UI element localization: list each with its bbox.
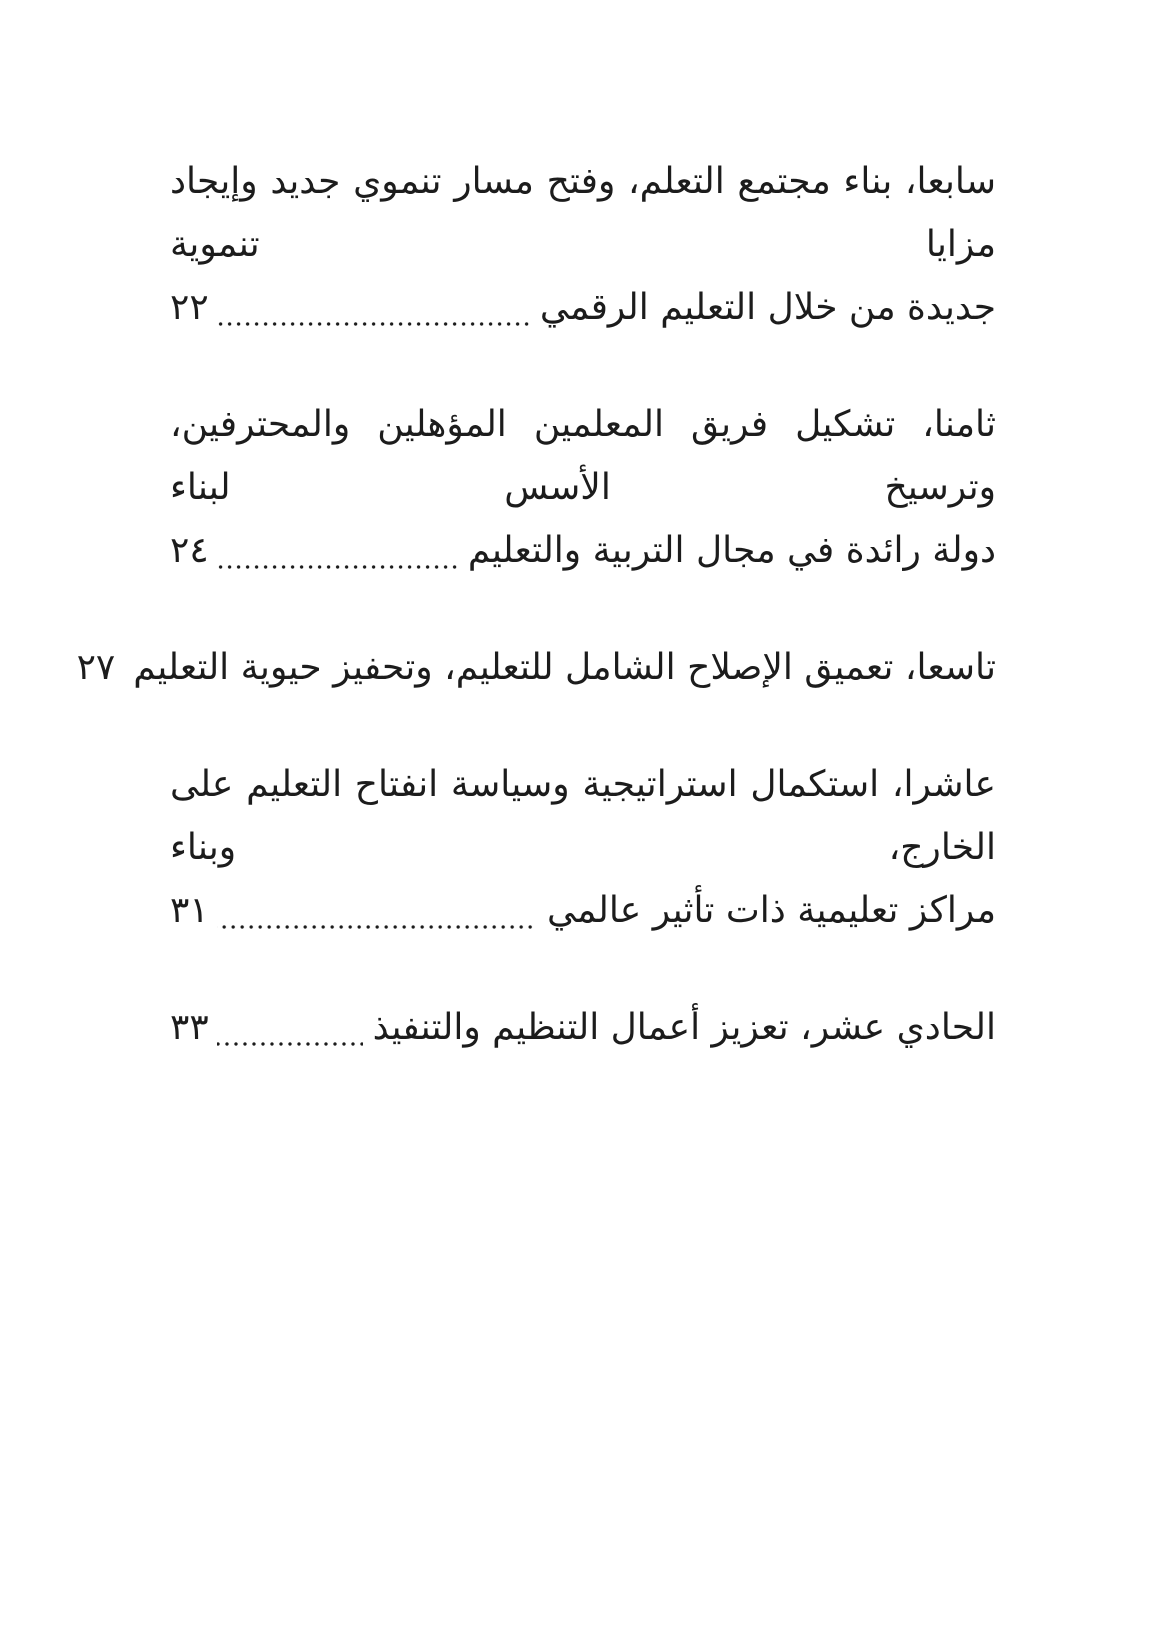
toc-entry-seventh-title-continuation: جديدة من خلال التعليم الرقمي	[539, 287, 996, 328]
toc-entry-eighth-title-continuation: دولة رائدة في مجال التربية والتعليم	[467, 530, 996, 571]
table-of-contents	[76, 150, 996, 1059]
toc-entry-seventh	[170, 150, 996, 339]
toc-entry-eleventh-title: الحادي عشر، تعزيز أعمال التنظيم والتنفيذ	[372, 1007, 996, 1048]
dot-leader	[217, 565, 458, 569]
toc-entry-eighth-page-number: ٢٤	[170, 530, 209, 571]
toc-entry-ninth-title: تاسعا، تعميق الإصلاح الشامل للتعليم، وتحفيز حيوية التعليم	[133, 647, 996, 688]
toc-entry-tenth-line2	[170, 879, 996, 942]
toc-entry-ninth	[76, 636, 996, 699]
toc-entry-tenth-title-continuation: مراكز تعليمية ذات تأثير عالمي	[547, 890, 996, 931]
toc-entry-eleventh	[170, 996, 996, 1059]
toc-entry-eighth-line1: ثامنا، تشكيل فريق المعلمين المؤهلين والمحترفين، وترسيخ الأسس لبناء	[170, 404, 996, 508]
toc-entry-eighth-line2	[170, 519, 996, 582]
dot-leader	[217, 1042, 363, 1046]
toc-entry-eleventh-line	[170, 996, 996, 1059]
toc-entry-eleventh-page-number: ٣٣	[170, 1007, 209, 1048]
toc-entry-seventh-line2	[170, 276, 996, 339]
toc-entry-seventh-line1: سابعا، بناء مجتمع التعلم، وفتح مسار تنموي جديد وإيجاد مزايا تنموية	[170, 161, 996, 265]
dot-leader	[217, 322, 530, 326]
toc-entry-tenth-line1: عاشرا، استكمال استراتيجية وسياسة انفتاح التعليم على الخارج، وبناء	[170, 764, 996, 868]
toc-entry-ninth-line	[76, 636, 996, 699]
toc-entry-eighth	[170, 393, 996, 582]
toc-entry-tenth-page-number: ٣١	[170, 890, 209, 931]
toc-entry-ninth-page-number: ٢٧	[76, 647, 116, 688]
dot-leader	[217, 925, 537, 929]
toc-entry-seventh-page-number: ٢٢	[170, 287, 209, 328]
toc-entry-tenth	[170, 753, 996, 942]
